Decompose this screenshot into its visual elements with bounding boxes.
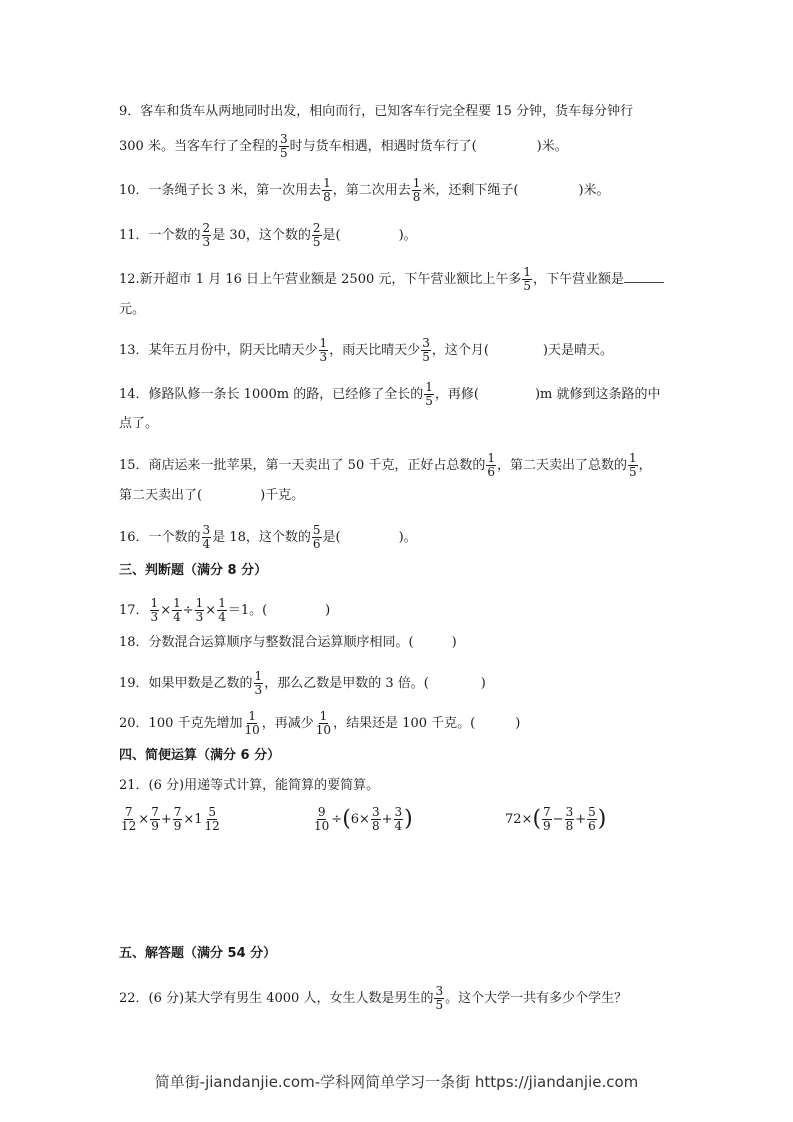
fraction: $\frac{1}{5}$ bbox=[629, 451, 637, 479]
fraction: $\frac{1}{5}$ bbox=[425, 380, 433, 408]
fraction: $\frac{5}{6}$ bbox=[588, 805, 596, 833]
fraction: $\frac{5}{6}$ bbox=[312, 523, 321, 551]
fraction: $\frac{3}{5}$ bbox=[435, 984, 444, 1012]
fraction: $\frac{3}{4}$ bbox=[202, 523, 211, 551]
section-3-heading: 三、判断题（满分 8 分） bbox=[119, 563, 268, 578]
fraction: $\frac{1}{8}$ bbox=[412, 176, 421, 204]
question-19: 19．如果甲数是乙数的 $\frac{1}{3}$ ，那么乙数是甲数的 3 倍。( ) bbox=[119, 669, 486, 697]
answer-blank[interactable] bbox=[624, 270, 664, 283]
fraction: $\frac{3}{5}$ bbox=[422, 336, 430, 364]
question-18: 18．分数混合运算顺序与整数混合运算顺序相同。( ) bbox=[119, 635, 457, 650]
fraction: $\frac{3}{5}$ bbox=[279, 132, 288, 160]
question-15-line-2: 第二天卖出了( )千克。 bbox=[119, 488, 305, 503]
fraction: $\frac{1}{4}$ bbox=[173, 596, 181, 624]
fraction: $\frac{3}{8}$ bbox=[371, 805, 380, 833]
fraction: $\frac{1}{8}$ bbox=[323, 176, 331, 204]
fraction: $\frac{1}{3}$ bbox=[195, 596, 204, 624]
fraction: $\frac{1}{3}$ bbox=[319, 336, 328, 364]
fraction: $\frac{2}{5}$ bbox=[312, 221, 321, 249]
expression-3: 72×( $\frac{7}{9}$ − $\frac{3}{8}$ + $\frac{5}{6}$ ) bbox=[505, 805, 607, 833]
fraction: $\frac{1}{10}$ bbox=[315, 709, 332, 737]
fraction: $\frac{1}{3}$ bbox=[150, 596, 159, 624]
fraction: $\frac{1}{5}$ bbox=[523, 265, 532, 293]
section-5-heading: 五、解答题（满分 54 分） bbox=[119, 946, 277, 961]
fraction: $\frac{1}{3}$ bbox=[254, 669, 263, 697]
fraction: $\frac{1}{4}$ bbox=[218, 596, 226, 624]
fraction: $\frac{3}{8}$ bbox=[565, 805, 574, 833]
fraction: $\frac{9}{10}$ bbox=[314, 805, 330, 833]
fraction: $\frac{7}{9}$ bbox=[543, 805, 551, 833]
question-16: 16．一个数的 $\frac{3}{4}$ 是 18，这个数的 $\frac{5}{6}$ 是( )。 bbox=[119, 523, 417, 551]
fraction: $\frac{7}{12}$ bbox=[121, 805, 137, 833]
fraction: $\frac{2}{3}$ bbox=[202, 221, 211, 249]
fraction: $\frac{7}{9}$ bbox=[151, 805, 159, 833]
question-14-line-1: 14．修路队修一条长 1000m 的路，已经修了全长的 $\frac{1}{5}$ ，再修( )m 就修到这条路的中 bbox=[119, 380, 661, 408]
question-17: 17． $\frac{1}{3}$ × $\frac{1}{4}$ ÷ $\frac{1}{3}$ × $\frac{1}{4}$ ＝1。( ) bbox=[119, 596, 331, 624]
question-13: 13．某年五月份中，阴天比晴天少 $\frac{1}{3}$ ，雨天比晴天少 $\frac{3}{5}$ ，这个月( )天是晴天。 bbox=[119, 336, 613, 364]
fraction: $\frac{3}{4}$ bbox=[394, 805, 403, 833]
question-9-line-2: 300 米。当客车行了全程的 $\frac{3}{5}$ 时与货车相遇，相遇时货车行了( )米。 bbox=[119, 132, 568, 160]
section-4-heading: 四、简便运算（满分 6 分） bbox=[119, 748, 281, 763]
question-14-line-2: 点了。 bbox=[119, 416, 159, 431]
expression-1: $\frac{7}{12}$ × $\frac{7}{9}$ + $\frac{7}{9}$ ×1 $\frac{5}{12}$ bbox=[121, 805, 220, 833]
fraction: $\frac{5}{12}$ bbox=[204, 805, 220, 833]
fraction: $\frac{7}{9}$ bbox=[173, 805, 182, 833]
footer-watermark: 简单街-jiandanjie.com-学科网简单学习一条街 https://jiandanjie.com bbox=[154, 1073, 639, 1091]
question-15-line-1: 15．商店运来一批苹果，第一天卖出了 50 千克，正好占总数的 $\frac{1}{6}$ ，第二天卖出了总数的 $\frac{1}{5}$ ， bbox=[119, 451, 652, 479]
question-21: 21．(6 分)用递等式计算，能简算的要简算。 bbox=[119, 778, 380, 793]
question-9-line-1: 9．客车和货车从两地同时出发，相向而行，已知客车行完全程要 15 分钟，货车每分钟行 bbox=[119, 104, 634, 119]
question-22: 22．(6 分)某大学有男生 4000 人，女生人数是男生的 $\frac{3}{5}$ 。这个大学一共有多少个学生？ bbox=[119, 984, 628, 1012]
fraction: $\frac{1}{10}$ bbox=[244, 709, 260, 737]
fraction: $\frac{1}{6}$ bbox=[487, 451, 495, 479]
question-12-line-2: 元。 bbox=[119, 302, 146, 317]
question-10: 10．一条绳子长 3 米，第一次用去 $\frac{1}{8}$ ，第二次用去 $\frac{1}{8}$ 米，还剩下绳子( )米。 bbox=[119, 176, 610, 204]
question-12-line-1: 12.新开超市 1 月 16 日上午营业额是 2500 元，下午营业额比上午多 $\frac{1}{5}$ ，下午营业额是 bbox=[119, 266, 664, 293]
question-11: 11．一个数的 $\frac{2}{3}$ 是 30，这个数的 $\frac{2}{5}$ 是( )。 bbox=[119, 221, 417, 249]
question-20: 20．100 千克先增加 $\frac{1}{10}$ ，再减少 $\frac{1}{10}$ ，结果还是 100 千克。( ) bbox=[119, 709, 521, 737]
expression-2: $\frac{9}{10}$ ÷(6× $\frac{3}{8}$ + $\frac{3}{4}$ ) bbox=[314, 805, 413, 833]
